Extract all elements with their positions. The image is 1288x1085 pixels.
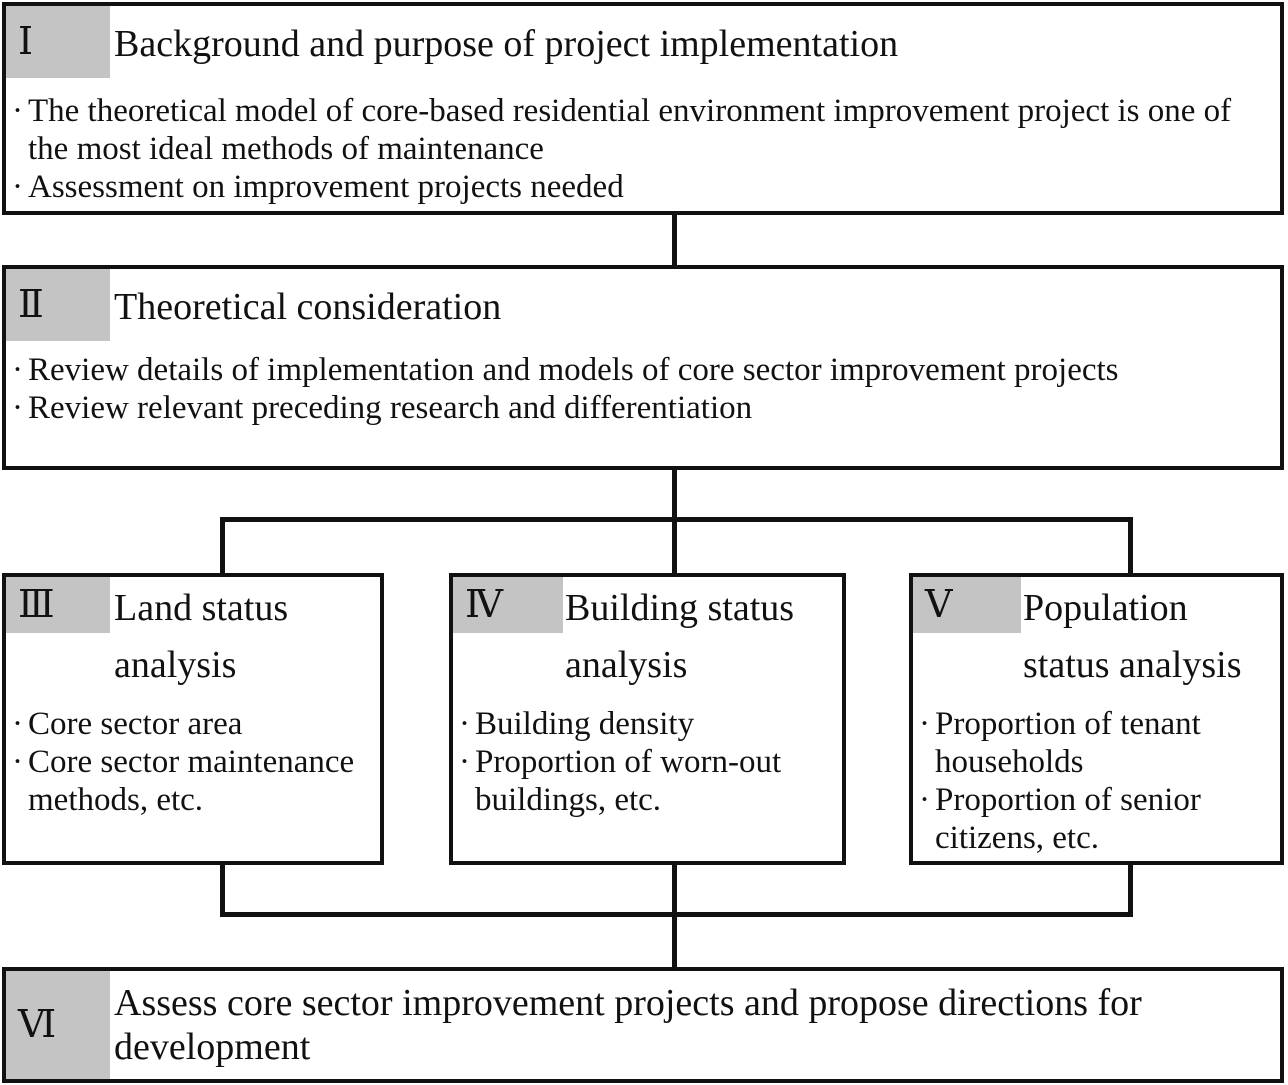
section-1-bullet: · The theoretical model of core-based residential environment improvement project is one of the most ideal methods of maintenance: [12, 92, 1272, 168]
section-2-title: Theoretical consideration: [114, 286, 502, 328]
section-2-numeral: Ⅱ: [6, 269, 110, 341]
section-1-box: [2, 2, 1284, 215]
connector-2-branch: [672, 468, 677, 520]
section-4-bullet: · Building density: [459, 705, 829, 743]
section-4-bullets: [459, 705, 829, 819]
section-5-title-line1: Population: [1023, 587, 1188, 629]
section-3-bullet: · Core sector maintenance methods, etc.: [12, 743, 364, 819]
section-3-title-line2: analysis: [114, 644, 237, 686]
section-1-title: Background and purpose of project implementation: [114, 23, 899, 65]
section-2-box: [2, 265, 1284, 470]
section-3-bullets: [12, 705, 364, 819]
section-6-numeral: Ⅵ: [6, 971, 110, 1079]
section-5-bullet: · Proportion of senior citizens, etc.: [919, 781, 1259, 857]
section-5-numeral: Ⅴ: [913, 577, 1021, 633]
section-1-bullets: [12, 92, 1272, 206]
section-3-numeral: Ⅲ: [6, 577, 110, 633]
branch-right-drop: [1128, 517, 1133, 575]
section-4-box: [449, 573, 846, 865]
merge-right-rise: [1128, 862, 1133, 917]
section-3-title-line1: Land status: [114, 587, 289, 629]
branch-center-drop: [672, 517, 677, 575]
section-6-box: [2, 967, 1284, 1083]
section-4-title-line1: Building status: [565, 587, 795, 629]
section-4-numeral: Ⅳ: [453, 577, 563, 633]
merge-left-rise: [220, 862, 225, 917]
section-6-title: Assess core sector improvement projects and propose directions for development: [114, 982, 1142, 1068]
section-3-bullet: · Core sector area: [12, 705, 364, 743]
section-2-bullet: · Review relevant preceding research and differentiation: [12, 389, 1212, 427]
branch-left-drop: [220, 517, 225, 575]
section-5-title-line2: status analysis: [1023, 644, 1242, 686]
section-1-bullet: · Assessment on improvement projects needed: [12, 168, 1272, 206]
section-1-numeral: Ⅰ: [6, 6, 110, 78]
merge-bottom-horizontal: [220, 912, 1133, 917]
section-5-bullet: · Proportion of tenant households: [919, 705, 1259, 781]
section-5-box: [909, 573, 1284, 865]
section-5-bullets: [919, 705, 1259, 857]
section-2-bullet: · Review details of implementation and models of core sector improvement projects: [12, 351, 1212, 389]
connector-1-2: [672, 212, 677, 268]
section-2-bullets: [12, 351, 1212, 427]
section-3-box: [2, 573, 384, 865]
section-4-title-line2: analysis: [565, 644, 688, 686]
section-4-bullet: · Proportion of worn-out buildings, etc.: [459, 743, 829, 819]
